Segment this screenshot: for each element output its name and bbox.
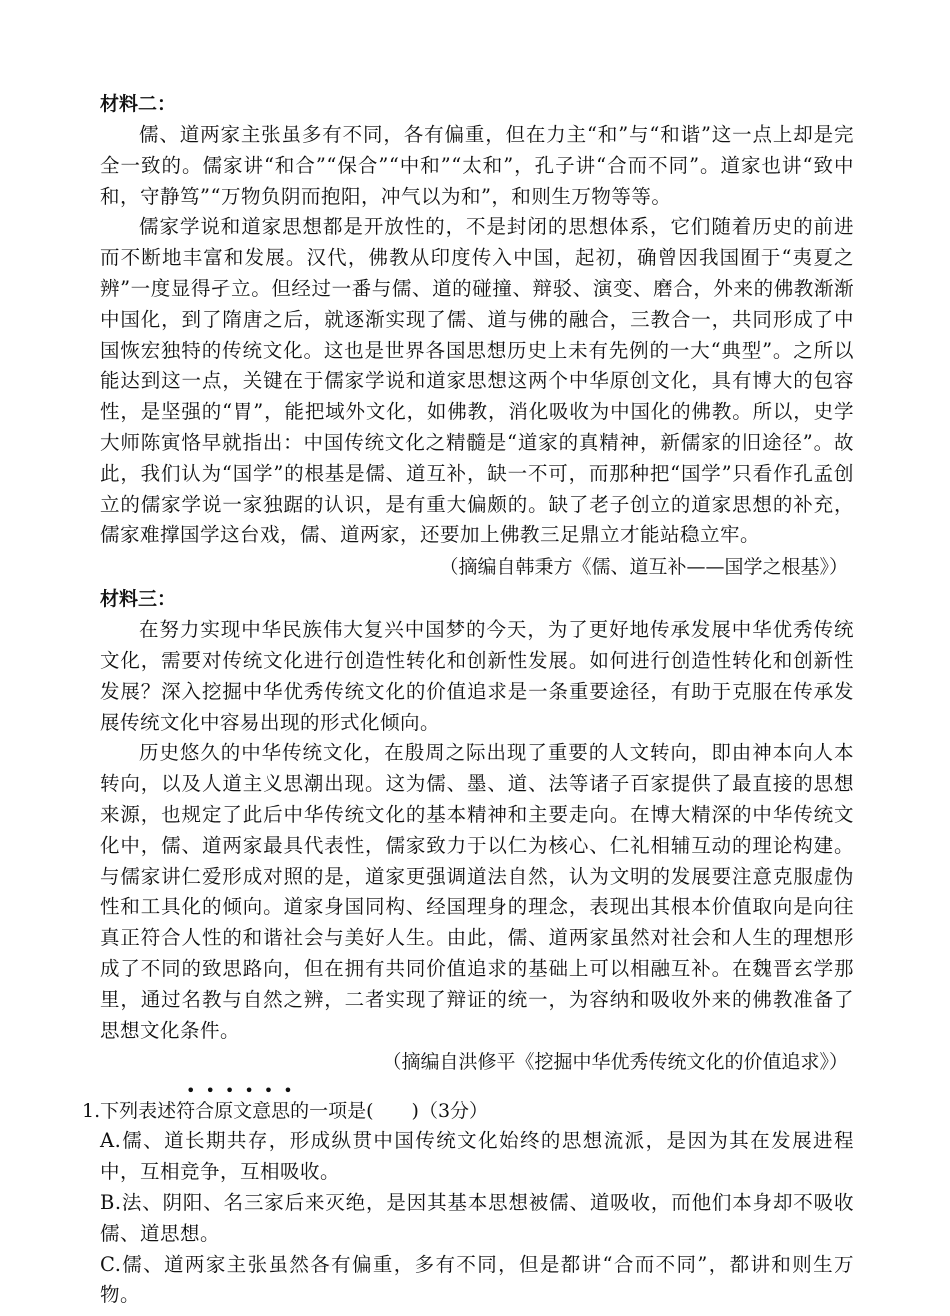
material-three-heading: 材料三： (100, 588, 177, 611)
option-c[interactable]: C.儒、道两家主张虽然各有偏重，多有不同，但是都讲“合而不同”，都讲和则生万物。 (100, 1252, 854, 1307)
question-one-section (82, 1081, 854, 1311)
option-a[interactable]: A.儒、道长期共存，形成纵贯中国传统文化始终的思想流派，是因为其在发展进程中，互相竞争，互相吸收。 (100, 1129, 854, 1184)
material-two-paragraph-2: 儒家学说和道家思想都是开放性的，不是封闭的思想体系，它们随着历史的前进而不断地丰富和发展。汉代，佛教从印度传入中国，起初，确曾因我国囿于“夷夏之辨”一度显得孑立。但经过一番与儒、道的碰撞、辩驳、演变、磨合，外来的佛教渐渐中国化，到了隋唐之后，就逐渐实现了儒、道与佛的融合，三教合一，共同形成了中国恢宏独特的传统文化。这也是世界各国思想历史上未有先例的一大“典型”。之所以能达到这一点，关键在于儒家学说和道家思想这两个中华原创文化，具有博大的包容性，是坚强的“胃”，能把域外文化，如佛教，消化吸收为中国化的佛教。所以，史学大师陈寅恪早就指出：中国传统文化之精髓是“道家的真精神，新儒家的旧途径”。故此，我们认为“国学”的根基是儒、道互补，缺一不可，而那种把“国学”只看作孔孟创立的儒家学说一家独踞的认识，是有重大偏颇的。缺了老子创立的道家思想的补充，儒家难撑国学这台戏，儒、道两家，还要加上佛教三足鼎立才能站稳立牢。 (100, 215, 854, 547)
material-three-section (100, 583, 854, 1078)
material-two-section (100, 88, 854, 583)
material-three-paragraph-1: 在努力实现中华民族伟大复兴中国梦的今天，为了更好地传承发展中华优秀传统文化，需要对传统文化进行创造性转化和创新性发展。如何进行创造性转化和创新性发展？深入挖掘中华优秀传统文化的价值追求是一条重要途径，有助于克服在传承发展传统文化中容易出现的形式化倾向。 (100, 618, 854, 734)
material-two-heading: 材料二： (100, 93, 177, 115)
question-one-stem (82, 1081, 854, 1126)
option-b[interactable]: B.法、阴阳、名三家后来灭绝，是因其基本思想被儒、道吸收，而他们本身却不吸收儒、道思想。 (100, 1190, 854, 1245)
material-two-source: （摘编自韩秉方《儒、道互补——国学之根基》） (439, 556, 848, 579)
emphasis-dots: •••••• (186, 1081, 303, 1101)
material-two-paragraph-1: 儒、道两家主张虽多有不同，各有偏重，但在力主“和”与“和谐”这一点上却是完全一致的。儒家讲“和合”“保合”“中和”“太和”，孔子讲“合而不同”。道家也讲“致中和，守静笃”“万物负阴而抱阳，冲气以为和”，和则生万物等等。 (100, 123, 854, 208)
material-three-source: （摘编自洪修平《挖掘中华优秀传统文化的价值追求》） (382, 1051, 848, 1074)
question-one-stem-text: 1.下列表述符合原文意思的一项是( )（3分） (82, 1100, 489, 1123)
material-three-paragraph-2: 历史悠久的中华传统文化，在殷周之际出现了重要的人文转向，即由神本向人本转向，以及人道主义思潮出现。这为儒、墨、道、法等诸子百家提供了最直接的思想来源，也规定了此后中华传统文化的基本精神和主要走向。在博大精深的中华传统文化中，儒、道两家最具代表性，儒家致力于以仁为核心、仁礼相辅互动的理论构建。与儒家讲仁爱形成对照的是，道家更强调道法自然，认为文明的发展要注意克服虚伪性和工具化的倾向。道家身国同构、经国理身的理念，表现出其根本价值取向是向往真正符合人性的和谐社会与美好人生。由此，儒、道两家虽然对社会和人生的理想形成了不同的致思路向，但在拥有共同价值追求的基础上可以相融互补。在魏晋玄学那里，通过名教与自然之辨，二者实现了辩证的统一，为容纳和吸收外来的佛教准备了思想文化条件。 (100, 741, 854, 1042)
